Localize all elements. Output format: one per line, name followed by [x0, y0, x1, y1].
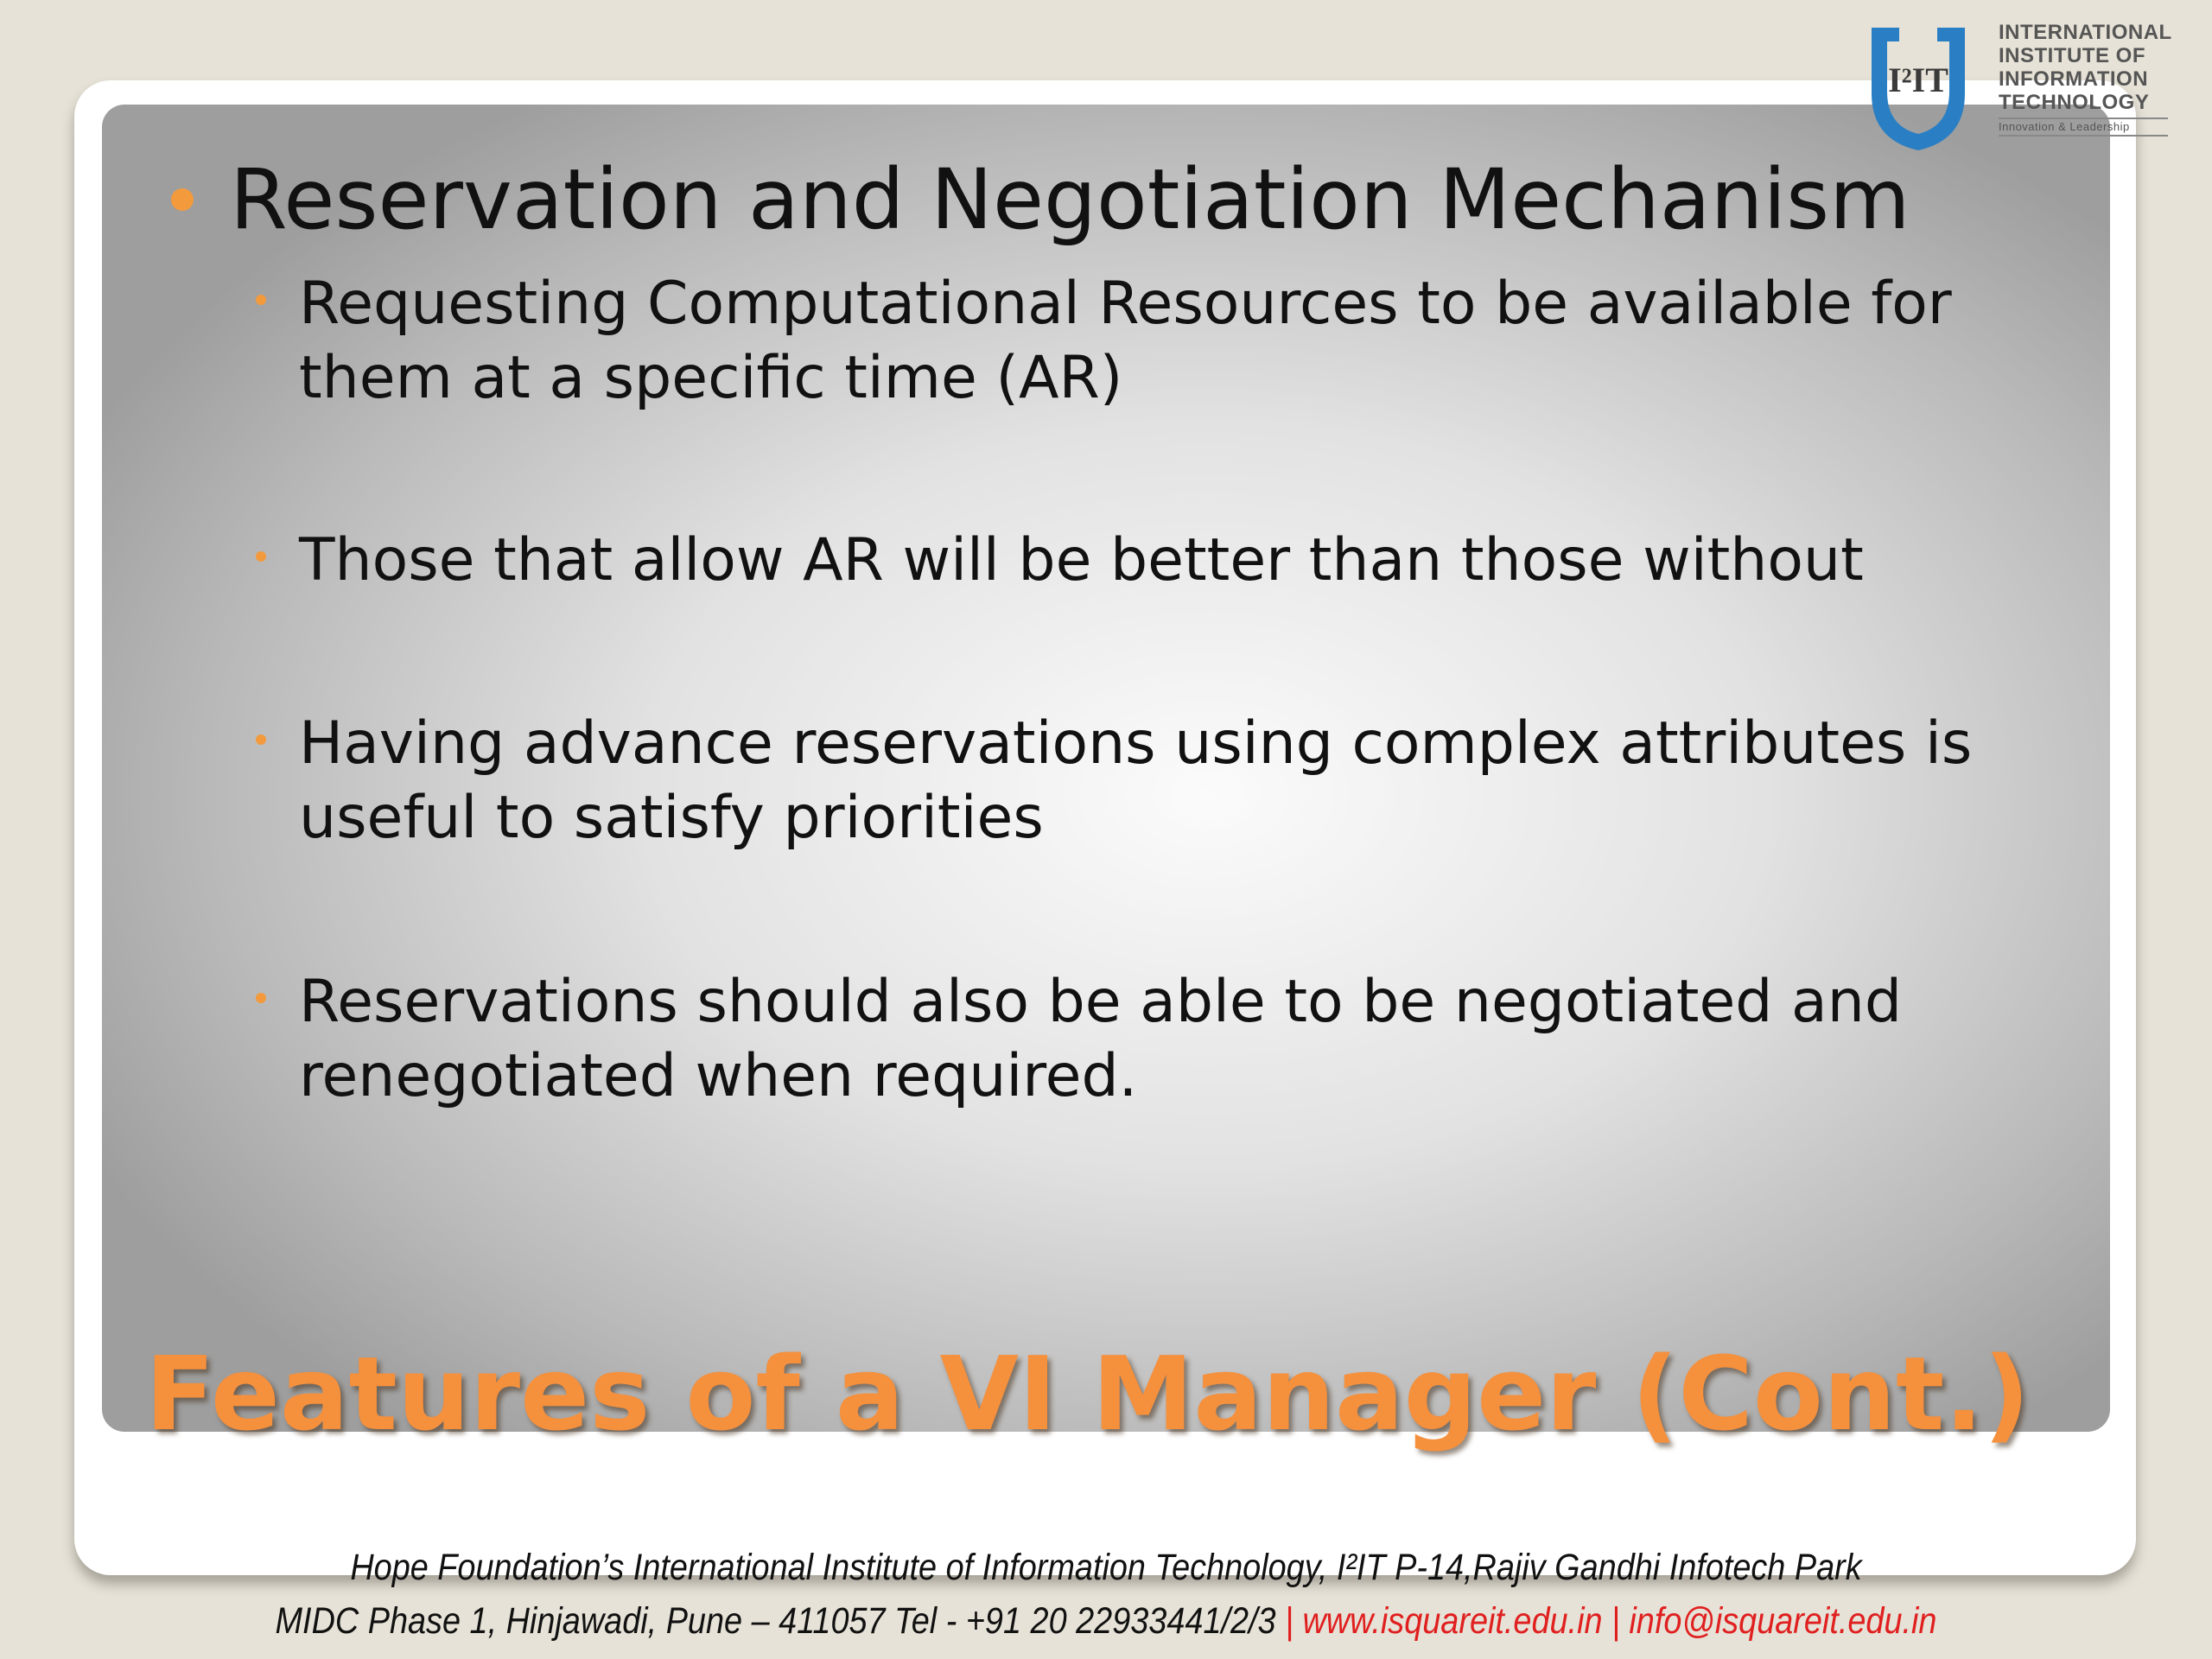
- sub-bullet-text: Requesting Computational Resources to be available for them at a specific time (AR): [299, 270, 1952, 412]
- logo-line-3: INFORMATION: [1999, 67, 2149, 91]
- logo-line-1: INTERNATIONAL: [1999, 21, 2172, 44]
- sub-bullet-text: Reservations should also be able to be negotiated and renegotiated when required.: [299, 968, 1902, 1110]
- sub-bullet: [256, 524, 1864, 598]
- footer-separator: |: [1602, 1600, 1630, 1642]
- logo-mark: I²IT: [1888, 60, 1948, 99]
- footer-separator: |: [1285, 1600, 1303, 1642]
- sub-bullet-text: Having advance reservations using complex attributes is useful to satisfy priorities: [299, 709, 1973, 852]
- main-bullet-text: Reservation and Negotiation Mechanism: [230, 151, 1910, 248]
- sub-bullet-dot-icon: [256, 734, 266, 745]
- main-bullet: [171, 152, 1910, 247]
- sub-bullet-dot-icon: [256, 993, 266, 1003]
- logo-line-4: TECHNOLOGY: [1999, 91, 2150, 114]
- sub-bullet-dot-icon: [256, 295, 266, 305]
- footer-address-line-1: Hope Foundation’s International Institute of Information Technology, I²IT P-14,Rajiv Gandhi Infotech Park: [350, 1547, 1862, 1588]
- website-link[interactable]: www.isquareit.edu.in: [1302, 1600, 1603, 1642]
- sub-bullet: [256, 267, 1952, 416]
- bullet-dot-icon: [171, 188, 194, 211]
- sub-bullet: [256, 965, 1902, 1114]
- email-link[interactable]: info@isquareit.edu.in: [1629, 1600, 1937, 1642]
- slide-title: Features of a VI Manager (Cont.): [145, 1334, 2031, 1453]
- logo-line-2: INSTITUTE OF: [1999, 44, 2145, 67]
- logo-tagline: Innovation & Leadership: [1999, 118, 2168, 137]
- sub-bullet: [256, 707, 1972, 855]
- footer-contact-text: MIDC Phase 1, Hinjawadi, Pune – 411057 Tel - +91 20 22933441/2/3: [275, 1600, 1286, 1642]
- sub-bullet-text: Those that allow AR will be better than those without: [299, 526, 1864, 594]
- footer-address-line-2: [133, 1600, 2080, 1643]
- sub-bullet-dot-icon: [256, 551, 266, 562]
